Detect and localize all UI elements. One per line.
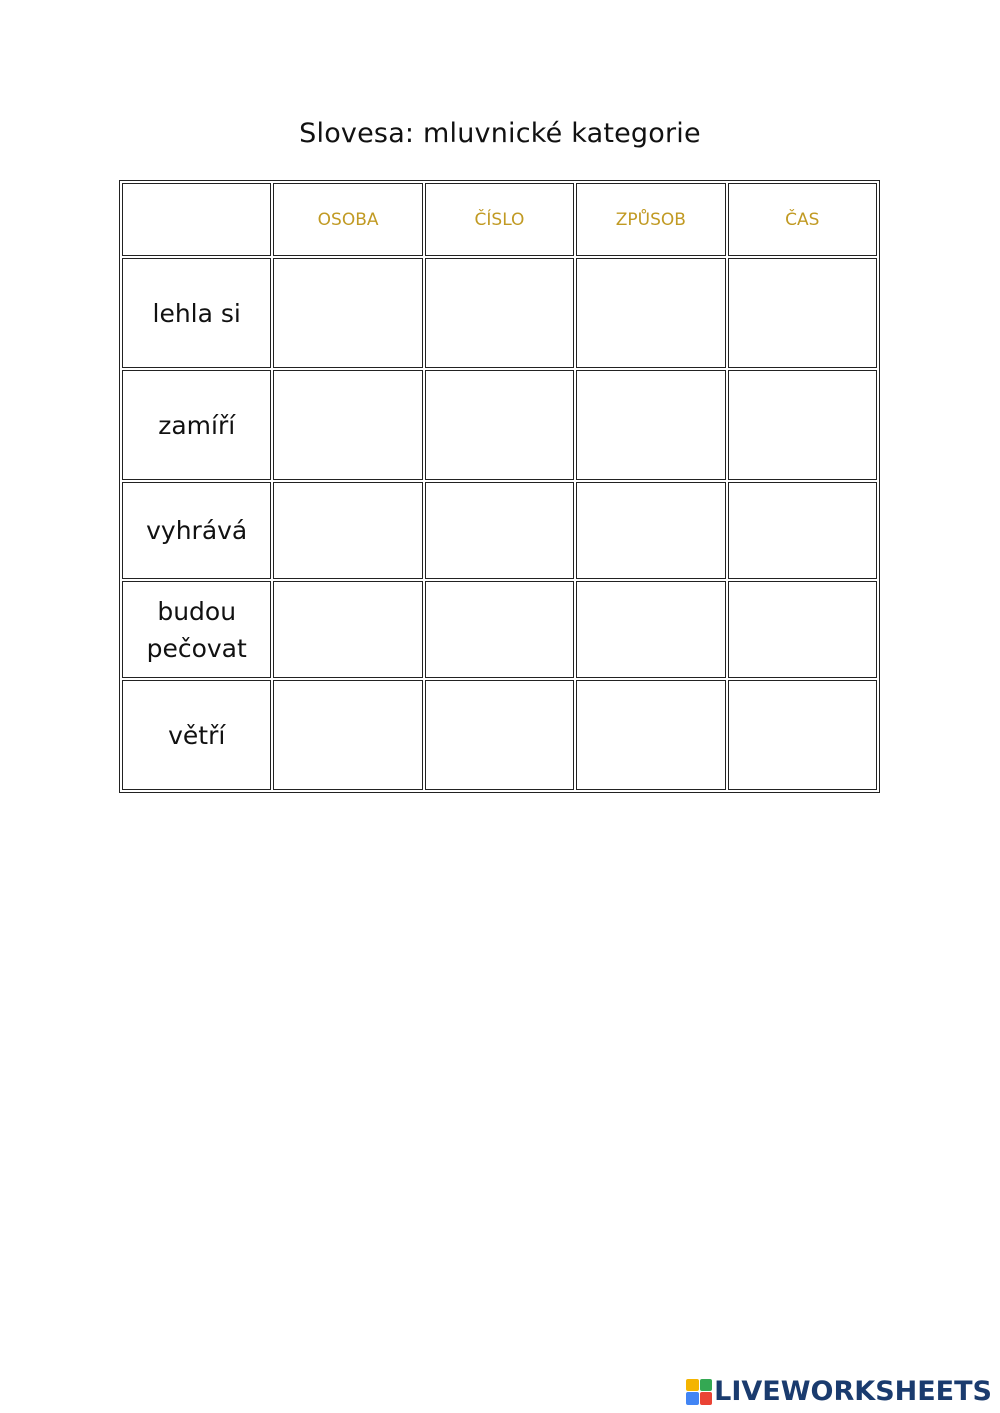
verb-text-line-1: budou bbox=[157, 596, 237, 626]
answer-cell-cislo[interactable] bbox=[425, 370, 574, 480]
answer-cell-osoba[interactable] bbox=[273, 680, 422, 790]
page-title: Slovesa: mluvnické kategorie bbox=[299, 118, 701, 149]
answer-cell-zpusob[interactable] bbox=[576, 370, 725, 480]
answer-cell-osoba[interactable] bbox=[273, 482, 422, 579]
answer-cell-zpusob[interactable] bbox=[576, 258, 725, 368]
answer-cell-zpusob[interactable] bbox=[576, 581, 725, 678]
verb-text: lehla si bbox=[152, 298, 241, 328]
verb-categories-table bbox=[119, 180, 880, 793]
verb-cell bbox=[122, 370, 271, 480]
table-row bbox=[122, 370, 877, 480]
verb-cell bbox=[122, 680, 271, 790]
verb-cell bbox=[122, 581, 271, 678]
header-cislo: ČÍSLO bbox=[425, 183, 574, 256]
verb-text: zamíří bbox=[158, 410, 236, 440]
table-row bbox=[122, 581, 877, 678]
header-row bbox=[122, 183, 877, 256]
answer-cell-cislo[interactable] bbox=[425, 482, 574, 579]
answer-cell-cislo[interactable] bbox=[425, 581, 574, 678]
verb-text: větří bbox=[168, 720, 226, 750]
table-row bbox=[122, 482, 877, 579]
verb-text-line-2: pečovat bbox=[146, 633, 247, 663]
answer-cell-osoba[interactable] bbox=[273, 581, 422, 678]
header-empty-cell bbox=[122, 183, 271, 256]
table-row bbox=[122, 680, 877, 790]
answer-cell-cas[interactable] bbox=[728, 258, 877, 368]
liveworksheets-logo-icon bbox=[686, 1379, 712, 1405]
answer-cell-cas[interactable] bbox=[728, 482, 877, 579]
answer-cell-cislo[interactable] bbox=[425, 680, 574, 790]
header-zpusob: ZPŮSOB bbox=[576, 183, 725, 256]
brand-text: LIVEWORKSHEETS bbox=[714, 1376, 992, 1407]
answer-cell-cas[interactable] bbox=[728, 370, 877, 480]
answer-cell-zpusob[interactable] bbox=[576, 482, 725, 579]
answer-cell-cislo[interactable] bbox=[425, 258, 574, 368]
answer-cell-cas[interactable] bbox=[728, 680, 877, 790]
answer-cell-osoba[interactable] bbox=[273, 258, 422, 368]
table-row bbox=[122, 258, 877, 368]
verb-cell bbox=[122, 482, 271, 579]
answer-cell-cas[interactable] bbox=[728, 581, 877, 678]
answer-cell-osoba[interactable] bbox=[273, 370, 422, 480]
verb-text: vyhrává bbox=[146, 516, 248, 545]
liveworksheets-brand bbox=[686, 1376, 992, 1407]
header-cas: ČAS bbox=[728, 183, 877, 256]
header-osoba: OSOBA bbox=[273, 183, 422, 256]
answer-cell-zpusob[interactable] bbox=[576, 680, 725, 790]
verb-cell bbox=[122, 258, 271, 368]
